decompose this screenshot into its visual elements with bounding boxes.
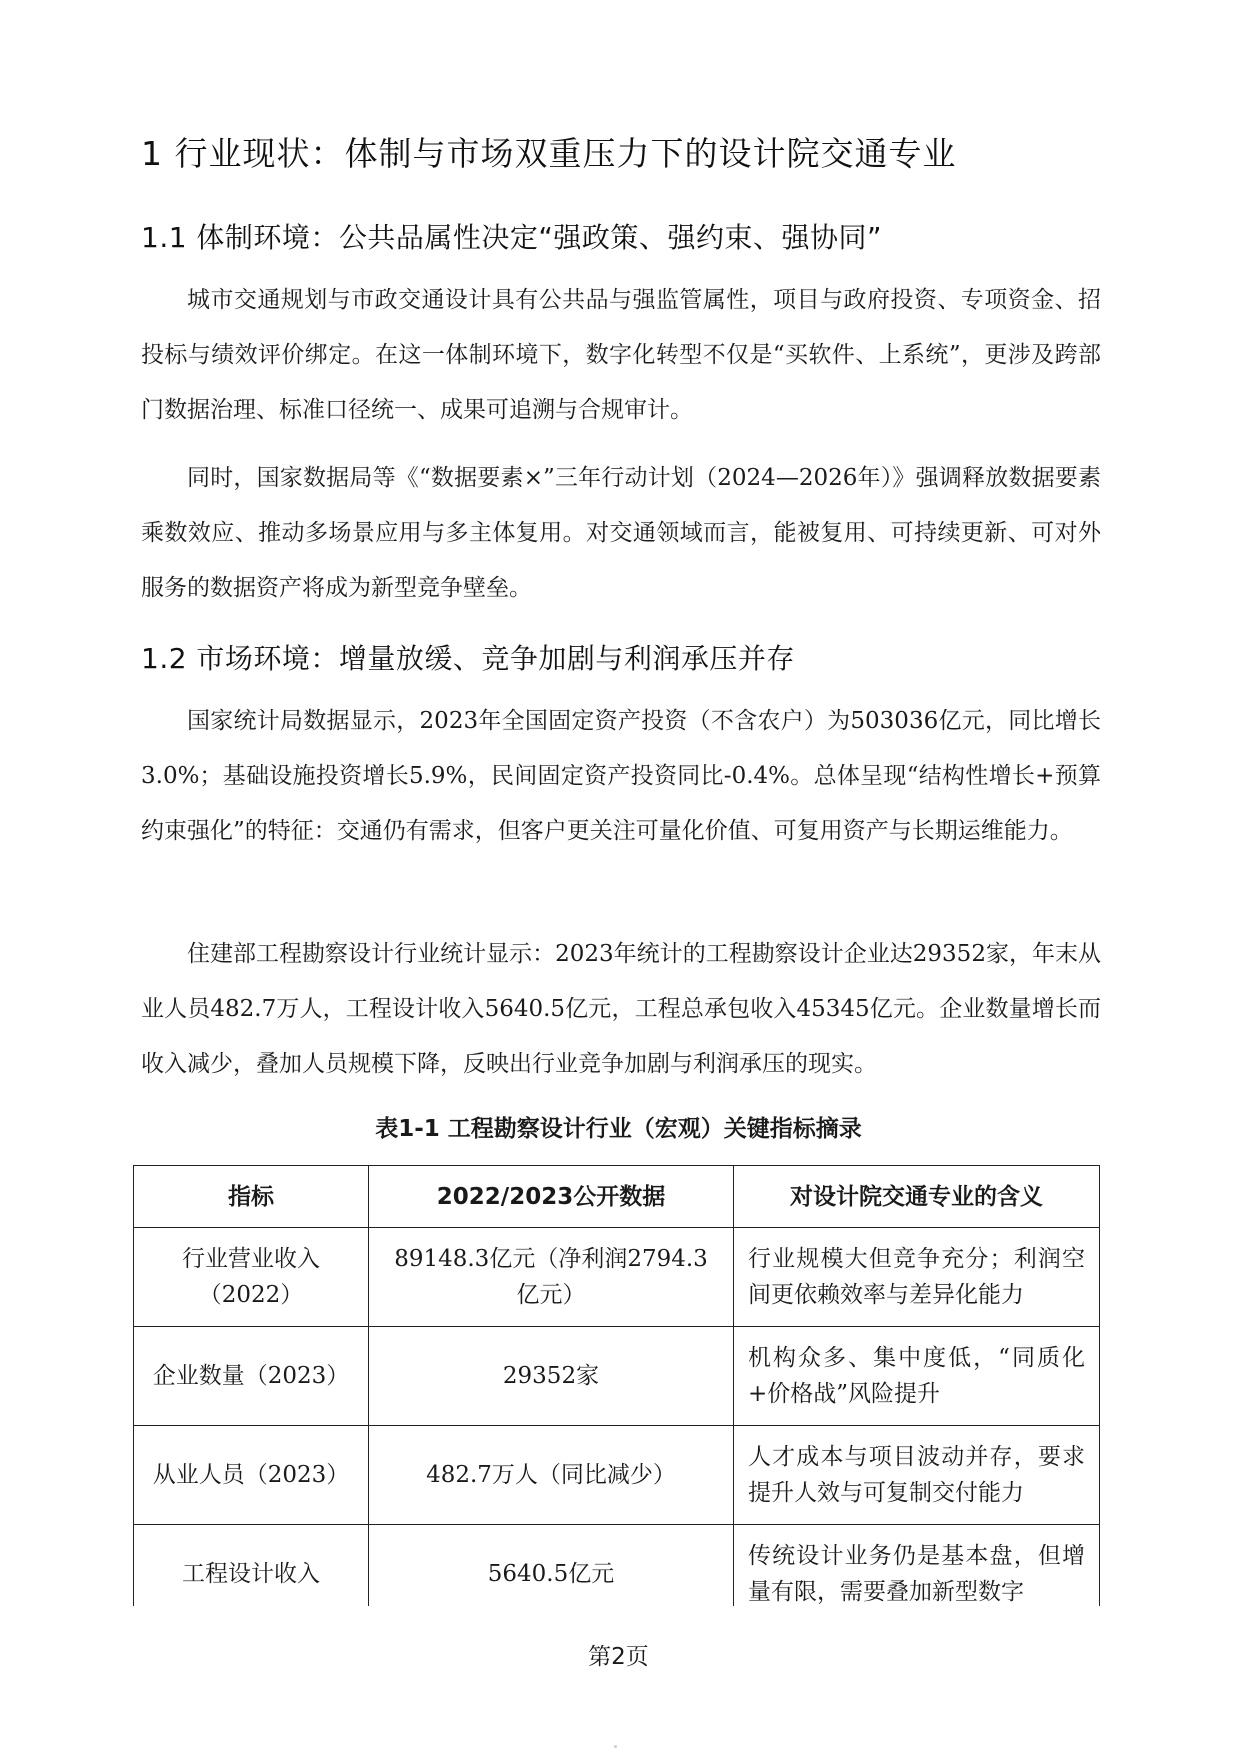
table-cell-data: 482.7万人（同比减少） <box>369 1426 734 1525</box>
table-cell-meaning: 机构众多、集中度低，“同质化+价格战”风险提升 <box>734 1327 1100 1426</box>
table-cell-indicator: 工程设计收入 <box>134 1525 369 1607</box>
table-row <box>134 1228 1100 1327</box>
page-edge-mark <box>614 1745 617 1748</box>
table-cell-meaning: 传统设计业务仍是基本盘，但增量有限，需要叠加新型数字 <box>734 1525 1100 1607</box>
section-heading-1-1: 1.1 体制环境：公共品属性决定“强政策、强约束、强协同” <box>141 221 882 254</box>
table-cell-data: 5640.5亿元 <box>369 1525 734 1607</box>
page-number: 第2页 <box>588 1644 649 1670</box>
table-container <box>120 1160 1120 1606</box>
table-cell-data: 89148.3亿元（净利润2794.3亿元） <box>369 1228 734 1327</box>
table-cell-meaning: 人才成本与项目波动并存，要求提升人效与可复制交付能力 <box>734 1426 1100 1525</box>
paragraph-3: 国家统计局数据显示，2023年全国固定资产投资（不含农户）为503036亿元，同比增长3.0%；基础设施投资增长5.9%，民间固定资产投资同比-0.4%。总体呈现“结构性增长+预算约束强化”的特征：交通仍有需求，但客户更关注可量化价值、可复用资产与长期运维能力。 <box>141 708 1101 844</box>
table-row <box>134 1525 1100 1607</box>
table-cell-indicator: 行业营业收入（2022） <box>134 1228 369 1327</box>
table-header-cell: 2022/2023公开数据 <box>369 1166 734 1228</box>
table-row <box>134 1327 1100 1426</box>
table-header-row <box>134 1166 1100 1228</box>
paragraph-2: 同时，国家数据局等《“数据要素×”三年行动计划（2024—2026年）》强调释放数据要素乘数效应、推动多场景应用与多主体复用。对交通领域而言，能被复用、可持续更新、可对外服务的数据资产将成为新型竞争壁垒。 <box>141 465 1101 601</box>
section-heading-1: 1 行业现状：体制与市场双重压力下的设计院交通专业 <box>141 134 957 173</box>
metrics-table <box>133 1165 1100 1606</box>
section-heading-1-2: 1.2 市场环境：增量放缓、竞争加剧与利润承压并存 <box>141 642 795 675</box>
paragraph-4: 住建部工程勘察设计行业统计显示：2023年统计的工程勘察设计企业达29352家，年末从业人员482.7万人，工程设计收入5640.5亿元，工程总承包收入45345亿元。企业数量增长而收入减少，叠加人员规模下降，反映出行业竞争加剧与利润承压的现实。 <box>141 941 1101 1077</box>
table-cell-meaning: 行业规模大但竞争充分；利润空间更依赖效率与差异化能力 <box>734 1228 1100 1327</box>
paragraph-1: 城市交通规划与市政交通设计具有公共品与强监管属性，项目与政府投资、专项资金、招投标与绩效评价绑定。在这一体制环境下，数字化转型不仅是“买软件、上系统”，更涉及跨部门数据治理、标准口径统一、成果可追溯与合规审计。 <box>141 287 1101 423</box>
table-caption: 表1-1 工程勘察设计行业（宏观）关键指标摘录 <box>375 1116 862 1142</box>
table-header-cell: 对设计院交通专业的含义 <box>734 1166 1100 1228</box>
table-cell-indicator: 从业人员（2023） <box>134 1426 369 1525</box>
table-cell-indicator: 企业数量（2023） <box>134 1327 369 1426</box>
table-header-cell: 指标 <box>134 1166 369 1228</box>
table-cell-data: 29352家 <box>369 1327 734 1426</box>
table-row <box>134 1426 1100 1525</box>
